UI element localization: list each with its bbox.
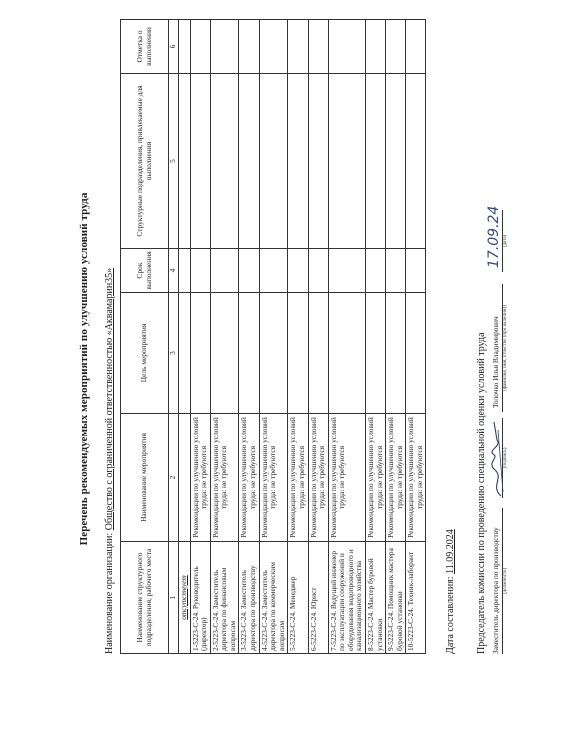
measure-cell: Рекомендации по улучшению условий труда: не требуются: [386, 414, 406, 542]
empty-cell: [288, 20, 308, 74]
caption-date: (дата): [503, 234, 508, 248]
table-row: [328, 20, 365, 654]
empty-cell: [210, 20, 239, 74]
empty-cell: [190, 20, 210, 74]
empty-cell: [308, 74, 328, 249]
workplace-cell: 9-5223-С-24. Помощник мастера буровой установки: [386, 542, 406, 654]
column-number: 2: [169, 414, 179, 542]
measure-cell: Рекомендации по улучшению условий труда: не требуются: [190, 414, 210, 542]
column-number: 5: [169, 74, 179, 249]
compilation-date: [445, 529, 456, 654]
workplace-cell: 4-5223-С-24. Заместитель директора по коммерческим вопросам: [259, 542, 288, 654]
table-row: [210, 20, 239, 654]
empty-cell: [386, 293, 406, 414]
workplace-cell: 8-5223-С-24. Мастер буровой установки: [365, 542, 385, 654]
measure-cell: Рекомендации по улучшению условий труда: не требуются: [239, 414, 259, 542]
signer-position: Заместитель директора по производству: [491, 527, 500, 654]
empty-cell: [259, 293, 288, 414]
empty-cell: [288, 293, 308, 414]
header-place: Наименование структурного подразделения, рабочего места: [121, 542, 169, 654]
measure-cell: Рекомендации по улучшению условий труда: не требуются: [328, 414, 365, 542]
section-text: отсутствует: [179, 575, 188, 620]
header-completion: Отметка о выполнении: [121, 20, 169, 74]
table-row: [190, 20, 210, 654]
table-number-row: [169, 20, 179, 654]
organization-name: Общество с ограниченной ответственностью «Аквамарин35»: [104, 267, 115, 531]
workplace-cell: 3-5223-С-24. Заместитель директора по производству: [239, 542, 259, 654]
empty-cell: [190, 249, 210, 293]
commission-chair-label: Председатель комиссии по проведению специальной оценки условий труда: [476, 332, 487, 654]
measure-cell: Рекомендации по улучшению условий труда: не требуются: [288, 414, 308, 542]
column-number: 4: [169, 249, 179, 293]
column-number: 6: [169, 20, 179, 74]
table-section-row: [179, 20, 191, 654]
empty-cell: [365, 20, 385, 74]
table-row: [288, 20, 308, 654]
empty-cell: [210, 74, 239, 249]
empty-cell: [328, 293, 365, 414]
empty-cell: [365, 74, 385, 249]
empty-cell: [190, 293, 210, 414]
workplace-cell: 1-5223-С-24. Руководитель (директор): [190, 542, 210, 654]
empty-cell: [328, 20, 365, 74]
caption-position: (должность): [503, 567, 508, 595]
table-row: [386, 20, 406, 654]
table-row: [365, 20, 385, 654]
workplace-cell: 5-5223-С-24. Менеджер: [288, 542, 308, 654]
table-header-row: [121, 20, 169, 654]
header-goal: Цель мероприятия: [121, 293, 169, 414]
empty-cell: [328, 249, 365, 293]
signer-name: Толочко Илья Владимирович: [491, 316, 500, 408]
table-row: [259, 20, 288, 654]
measure-cell: Рекомендации по улучшению условий труда: не требуются: [406, 414, 426, 542]
table-row: [406, 20, 426, 654]
header-measure: Наименование мероприятия: [121, 414, 169, 542]
empty-cell: [259, 249, 288, 293]
measure-cell: Рекомендации по улучшению условий труда: не требуются: [365, 414, 385, 542]
measure-cell: Рекомендации по улучшению условий труда: не требуются: [210, 414, 239, 542]
workplace-cell: 6-5223-С-24. Юрист: [308, 542, 328, 654]
empty-cell: [386, 20, 406, 74]
date-label: Дата составления:: [445, 573, 456, 654]
empty-cell: [406, 20, 426, 74]
empty-cell: [308, 293, 328, 414]
empty-cell: [328, 74, 365, 249]
handwritten-signature: [486, 418, 506, 500]
caption-name: (фамилия, имя, отчество (при наличии)): [503, 305, 508, 391]
empty-cell: [210, 293, 239, 414]
column-number: 1: [169, 542, 179, 654]
document-title: Перечень рекомендуемых мероприятий по улучшению условий труда: [78, 192, 90, 546]
workplace-cell: 7-5223-С-24. Ведущий инженер по эксплуатации сооружений и оборудования водопроводного и канализационного хозяйства: [328, 542, 365, 654]
table-row: [308, 20, 328, 654]
empty-cell: [365, 293, 385, 414]
empty-cell: [210, 249, 239, 293]
header-departments: Структурные подразделения, привлекаемые для выполнения: [121, 74, 169, 249]
empty-cell: [259, 74, 288, 249]
empty-cell: [239, 249, 259, 293]
empty-cell: [190, 74, 210, 249]
empty-cell: [239, 20, 259, 74]
empty-cell: [239, 74, 259, 249]
measure-cell: Рекомендации по улучшению условий труда: не требуются: [308, 414, 328, 542]
empty-cell: [288, 249, 308, 293]
empty-cell: [308, 20, 328, 74]
handwritten-date: 17.09.24: [486, 205, 502, 268]
organization-label: Наименование организации:: [104, 530, 115, 654]
workplace-cell: 2-5223-С-24. Заместитель директора по финансовым вопросам: [210, 542, 239, 654]
empty-cell: [406, 249, 426, 293]
empty-cell: [386, 74, 406, 249]
table-row: [239, 20, 259, 654]
measure-cell: Рекомендации по улучшению условий труда: не требуются: [259, 414, 288, 542]
measures-table: [120, 19, 426, 654]
empty-cell: [259, 20, 288, 74]
empty-cell: [308, 249, 328, 293]
workplace-cell: 10-5223-С-24. Техник-лаборант: [406, 542, 426, 654]
empty-cell: [386, 249, 406, 293]
empty-cell: [239, 293, 259, 414]
empty-cell: [288, 74, 308, 249]
header-deadline: Срок выполнения: [121, 249, 169, 293]
organization-line: [104, 268, 115, 654]
section-label: [179, 542, 191, 654]
empty-cell: [406, 74, 426, 249]
empty-cell: [365, 249, 385, 293]
date-value: 11.09.2024: [445, 529, 456, 574]
column-number: 3: [169, 293, 179, 414]
empty-cell: [406, 293, 426, 414]
caption-signature: (подпись): [503, 447, 508, 469]
